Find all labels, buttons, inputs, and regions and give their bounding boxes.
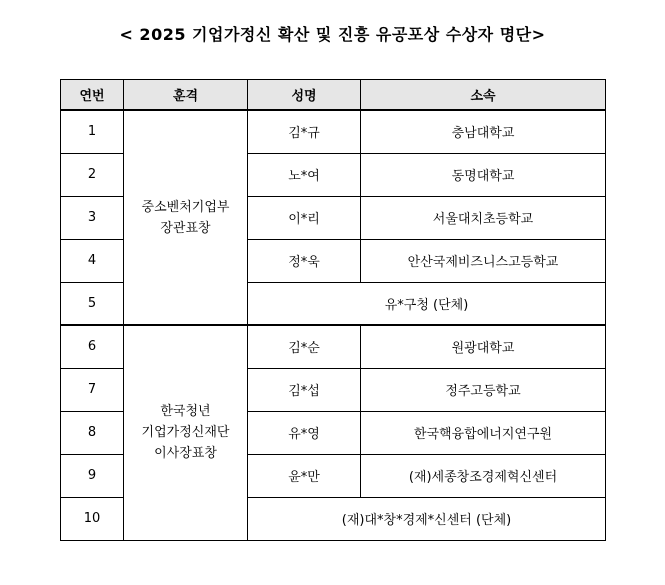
recipient-name: 김*규 (248, 110, 361, 153)
group-recipient: (재)대*창*경제*신센터 (단체) (248, 497, 606, 540)
row-no: 7 (61, 368, 124, 411)
row-no: 10 (61, 497, 124, 540)
header-award: 훈격 (124, 80, 248, 111)
row-no: 8 (61, 411, 124, 454)
row-no: 3 (61, 196, 124, 239)
row-no: 6 (61, 325, 124, 368)
recipient-affiliation: 원광대학교 (361, 325, 606, 368)
group-recipient: 유*구청 (단체) (248, 282, 606, 325)
recipient-affiliation: 충남대학교 (361, 110, 606, 153)
recipient-affiliation: 서울대치초등학교 (361, 196, 606, 239)
award-line: 기업가정신재단 (141, 425, 230, 441)
recipient-name: 정*욱 (248, 239, 361, 282)
award-cell (124, 110, 248, 325)
award-cell (124, 325, 248, 540)
recipient-affiliation: 안산국제비즈니스고등학교 (361, 239, 606, 282)
award-text (128, 197, 243, 239)
document-title: < 2025 기업가정신 확산 및 진흥 유공포상 수상자 명단> (119, 25, 546, 44)
recipient-name: 윤*만 (248, 454, 361, 497)
award-line: 중소벤처기업부 (141, 199, 230, 215)
recipient-name: 김*섭 (248, 368, 361, 411)
recipient-affiliation: 정주고등학교 (361, 368, 606, 411)
header-name: 성명 (248, 80, 361, 111)
recipient-name: 노*여 (248, 153, 361, 196)
row-no: 1 (61, 110, 124, 153)
header-affiliation: 소속 (361, 80, 606, 111)
recipient-affiliation: 동명대학교 (361, 153, 606, 196)
row-no: 5 (61, 282, 124, 325)
recipient-affiliation: 한국핵융합에너지연구원 (361, 411, 606, 454)
award-line: 장관표창 (160, 220, 211, 236)
table-row (61, 110, 606, 153)
award-line: 이사장표창 (154, 446, 217, 462)
row-no: 2 (61, 153, 124, 196)
award-line: 한국청년 (160, 404, 211, 420)
award-recipients-table (60, 79, 606, 541)
award-text (128, 401, 243, 464)
recipient-affiliation: (재)세종창조경제혁신센터 (361, 454, 606, 497)
recipient-name: 이*리 (248, 196, 361, 239)
table-header-row (61, 80, 606, 111)
recipient-name: 유*영 (248, 411, 361, 454)
recipient-name: 김*순 (248, 325, 361, 368)
header-no: 연번 (61, 80, 124, 111)
table-row (61, 325, 606, 368)
row-no: 4 (61, 239, 124, 282)
row-no: 9 (61, 454, 124, 497)
